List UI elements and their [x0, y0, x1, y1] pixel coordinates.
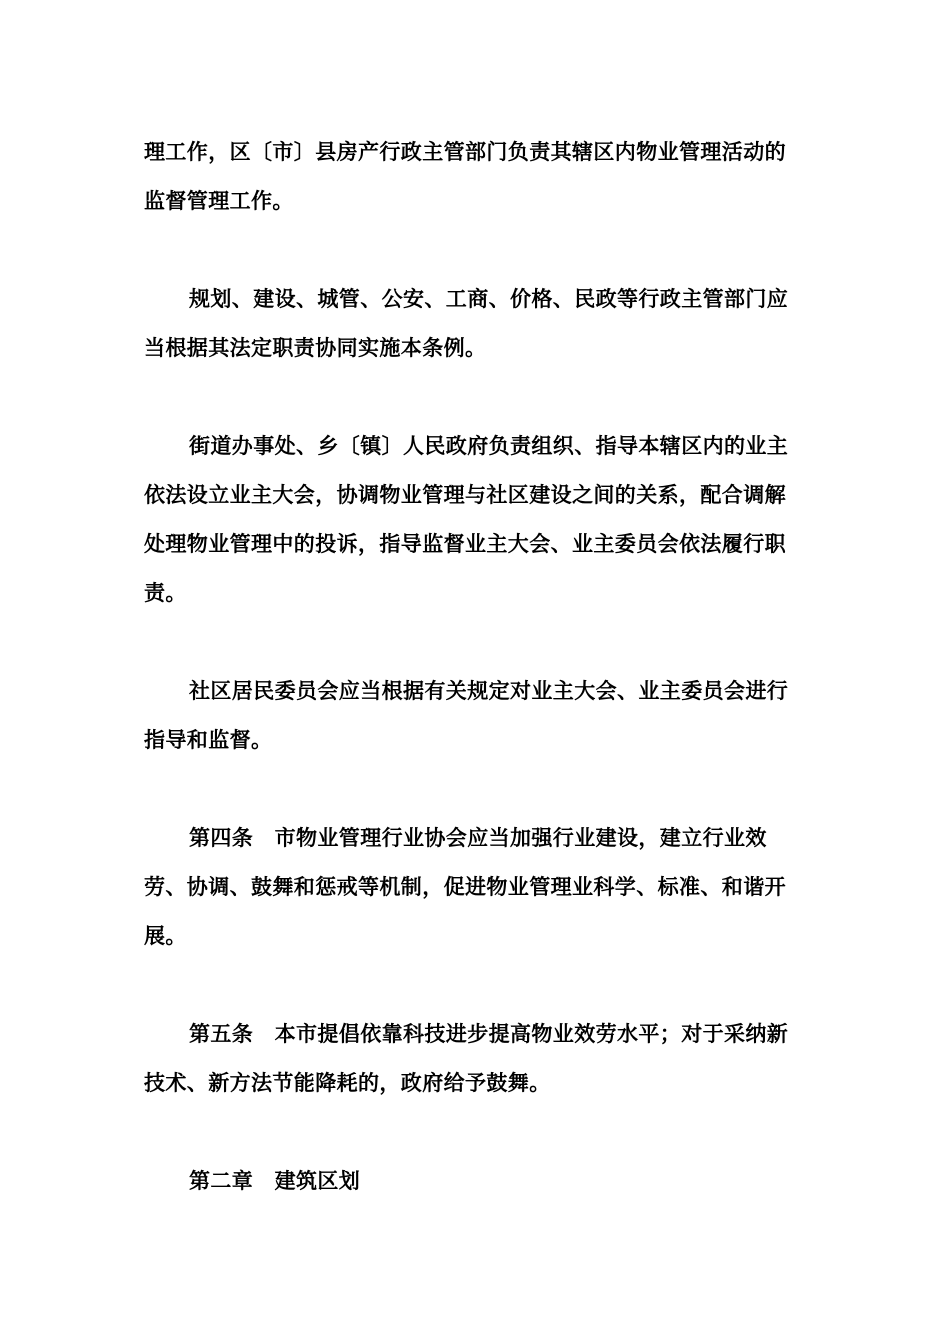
paragraph-article-4: 第四条 市物业管理行业协会应当加强行业建设，建立行业效劳、协调、鼓舞和惩戒等机制，促进物业管理业科学、标准、和谐开展。	[144, 826, 786, 948]
paragraph-departments: 规划、建设、城管、公安、工商、价格、民政等行政主管部门应当根据其法定职责协同实施本条例。	[144, 287, 789, 360]
paragraph-continuation: 理工作，区〔市〕县房产行政主管部门负责其辖区内物业管理活动的监督管理工作。	[144, 140, 786, 213]
paragraph-article-5: 第五条 本市提倡依靠科技进步提高物业效劳水平；对于采纳新技术、新方法节能降耗的，政府给予鼓舞。	[144, 1022, 789, 1095]
document-body	[144, 128, 806, 1206]
paragraph-street-office: 街道办事处、乡〔镇〕人民政府负责组织、指导本辖区内的业主依法设立业主大会，协调物业管理与社区建设之间的关系，配合调解处理物业管理中的投诉，指导监督业主大会、业主委员会依法履行职责。	[144, 434, 789, 605]
chapter-heading: 第二章 建筑区划	[189, 1169, 361, 1193]
paragraph-community-committee: 社区居民委员会应当根据有关规定对业主大会、业主委员会进行指导和监督。	[144, 679, 789, 752]
